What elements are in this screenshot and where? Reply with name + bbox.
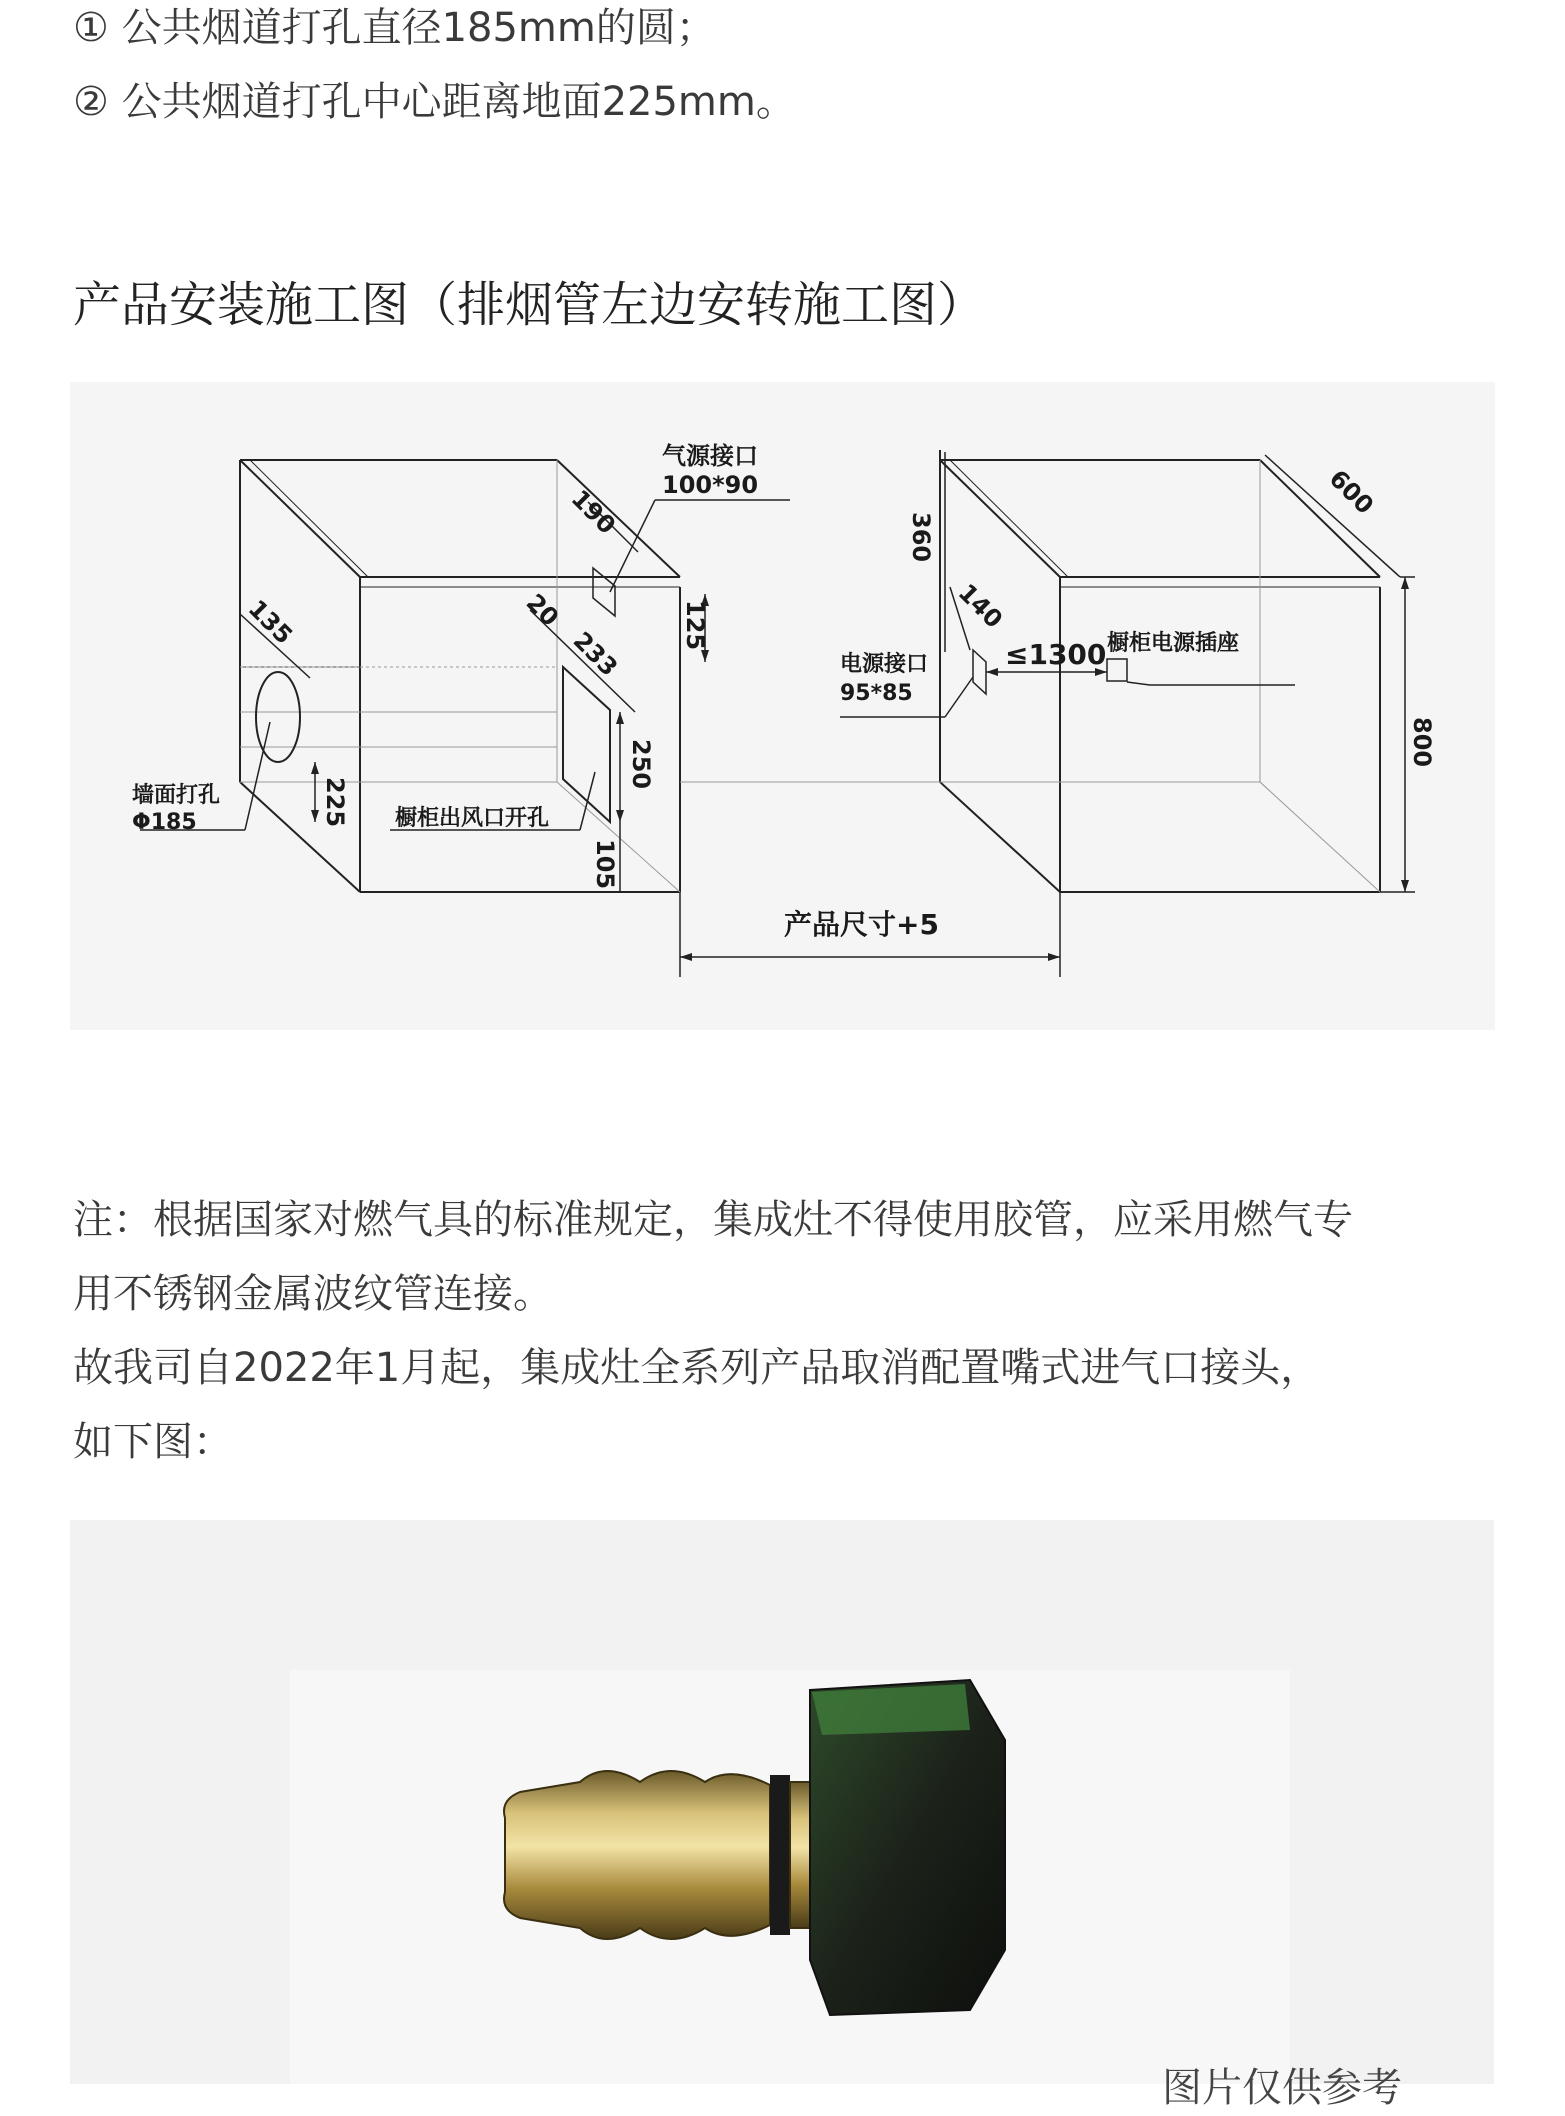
dim-140: 140: [952, 578, 1008, 634]
hose-nozzle-image: [70, 1520, 1494, 2084]
hose-barb: [504, 1771, 770, 1939]
right-box-edge: [950, 460, 1068, 577]
note-line-2: 用不锈钢金属波纹管连接。: [73, 1271, 553, 1317]
label-power-inlet: 电源接口: [840, 652, 929, 677]
product-photo: [70, 1520, 1494, 2111]
intro-line-2: ② 公共烟道打孔中心距离地面225mm。: [73, 79, 796, 125]
arrow-head: [1401, 880, 1409, 892]
dim-125: 125: [681, 600, 709, 651]
arrow-head: [680, 953, 692, 961]
dim-20: 20: [520, 588, 565, 632]
left-box-edge: [250, 460, 368, 577]
leader-power: [945, 677, 973, 717]
label-cabinet-socket: 橱柜电源插座: [1107, 631, 1240, 656]
arrow-head: [1048, 953, 1060, 961]
dim-360: 360: [907, 512, 935, 563]
dim-135: 135: [242, 594, 298, 650]
dim-800: 800: [1408, 717, 1436, 768]
arrow-head: [701, 650, 709, 662]
label-gas-inlet: 气源接口: [662, 442, 758, 470]
label-power-inlet-size: 95*85: [840, 681, 913, 706]
socket-icon: [1107, 659, 1127, 681]
o-ring: [770, 1775, 790, 1935]
leader-socket: [1127, 682, 1150, 685]
label-wall-hole: 墙面打孔: [132, 783, 221, 808]
note-line-4: 如下图：: [73, 1419, 233, 1465]
note-line-1: 注：根据国家对燃气具的标准规定，集成灶不得使用胶管，应采用燃气专: [73, 1197, 1353, 1243]
photo-caption: 图片仅供参考: [1162, 2065, 1402, 2111]
power-inlet-rect: [973, 650, 986, 694]
label-product-size: 产品尺寸+5: [784, 908, 939, 941]
left-box-edge: [240, 460, 360, 577]
dim-190: 190: [565, 484, 621, 540]
section-title: 产品安装施工图（排烟管左边安转施工图）: [73, 277, 986, 333]
arrow-head: [311, 762, 319, 774]
arrow-head: [616, 810, 624, 822]
nut-highlight: [812, 1684, 970, 1735]
installation-diagram-svg: [70, 382, 1495, 1030]
installation-diagram: [70, 382, 1495, 1030]
dim-105: 105: [591, 839, 619, 890]
label-wall-hole-size: Φ185: [132, 810, 197, 835]
dim-233: 233: [567, 626, 623, 682]
right-box-edge: [1260, 460, 1380, 577]
guide-line: [1260, 782, 1380, 892]
dim-line-600: [1265, 455, 1400, 577]
right-box-edge: [940, 460, 1060, 577]
arrow-head: [311, 810, 319, 822]
dim-225: 225: [321, 777, 349, 828]
wall-hole-circle: [256, 672, 300, 762]
right-box-edge: [940, 782, 1060, 892]
dim-250: 250: [627, 739, 655, 790]
label-cabinet-outlet: 橱柜出风口开孔: [395, 806, 550, 831]
arrow-head: [986, 668, 998, 676]
cabinet-outlet-rect: [563, 667, 610, 822]
leader-outlet: [580, 772, 595, 830]
gas-inlet-rect: [593, 568, 615, 616]
arrow-head: [616, 712, 624, 724]
label-gas-inlet-size: 100*90: [662, 471, 759, 499]
arrow-head: [1401, 577, 1409, 589]
note-line-3: 故我司自2022年1月起，集成灶全系列产品取消配置嘴式进气口接头，: [73, 1345, 1321, 1391]
intro-line-1: ① 公共烟道打孔直径185mm的圆；: [73, 5, 716, 51]
dim-1300: ≤1300: [1005, 638, 1107, 671]
dim-600: 600: [1323, 464, 1379, 520]
